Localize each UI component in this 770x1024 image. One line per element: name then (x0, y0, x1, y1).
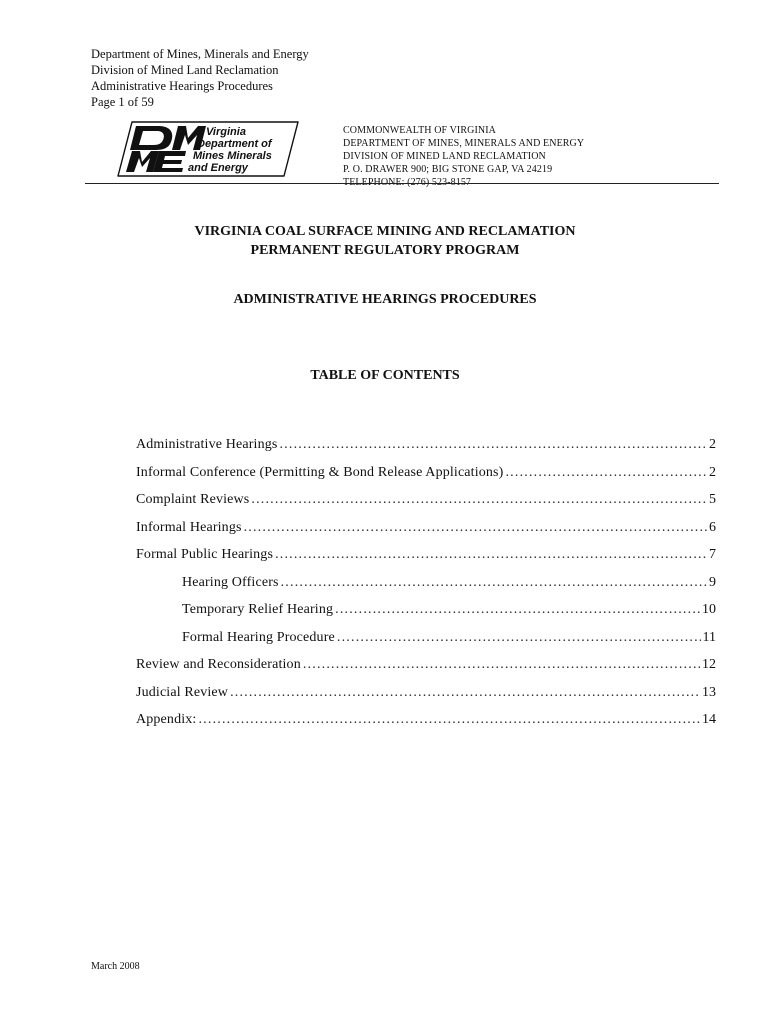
toc-dot-leader (279, 437, 707, 453)
toc-entry-page-number: 5 (709, 492, 716, 507)
running-header (91, 46, 309, 110)
toc-entry[interactable] (136, 602, 716, 630)
toc-dot-leader (335, 602, 700, 618)
agency-address-block (343, 124, 584, 189)
address-line-telephone: TELEPHONE: (276) 523-8157 (343, 177, 472, 188)
logo-line-energy: and Energy (188, 162, 248, 174)
toc-entry-page-number: 6 (709, 519, 716, 535)
address-line-commonwealth: COMMONWEALTH OF VIRGINIA (343, 125, 496, 136)
table-of-contents (136, 437, 716, 740)
toc-entry-page-number: 2 (709, 437, 716, 452)
logo-line-department: Department of (197, 138, 272, 150)
header-line-document: Administrative Hearings Procedures (91, 79, 273, 93)
toc-dot-leader (251, 492, 707, 508)
document-subtitle: ADMINISTRATIVE HEARINGS PROCEDURES (233, 292, 537, 307)
logo-line-virginia: Virginia (206, 126, 246, 138)
header-line-page-number: Page 1 of 59 (91, 95, 154, 109)
toc-entry-page-number: 14 (702, 712, 716, 727)
toc-entry-label: Formal Hearing Procedure (182, 629, 335, 645)
toc-entry[interactable] (136, 575, 716, 603)
toc-entry-label: Appendix: (136, 712, 197, 727)
toc-entry-page-number: 7 (709, 547, 716, 562)
toc-entry-page-number: 13 (702, 684, 716, 700)
toc-entry[interactable] (136, 657, 716, 685)
header-line-division: Division of Mined Land Reclamation (91, 63, 279, 77)
toc-dot-leader (337, 630, 701, 646)
toc-entry-label: Formal Public Hearings (136, 547, 274, 562)
toc-entry[interactable] (136, 492, 716, 520)
toc-entry-label: Hearing Officers (182, 574, 279, 590)
toc-dot-leader (281, 575, 707, 591)
title-line-2: PERMANENT REGULATORY PROGRAM (250, 243, 520, 258)
toc-entry-label: Judicial Review (136, 684, 229, 700)
toc-entry-page-number: 10 (702, 602, 716, 617)
toc-dot-leader (244, 520, 707, 536)
toc-entry-label: Complaint Reviews (136, 492, 250, 507)
toc-dot-leader (303, 657, 700, 673)
address-line-division: DIVISION OF MINED LAND RECLAMATION (343, 151, 546, 162)
toc-entry-page-number: 2 (709, 464, 716, 480)
toc-entry-label: Temporary Relief Hearing (182, 602, 334, 617)
toc-entry[interactable] (136, 712, 716, 740)
header-line-department: Department of Mines, Minerals and Energy (91, 47, 309, 61)
toc-entry[interactable] (136, 547, 716, 575)
toc-entry[interactable] (136, 520, 716, 548)
toc-dot-leader (505, 465, 707, 481)
address-line-department: DEPARTMENT OF MINES, MINERALS AND ENERGY (343, 138, 585, 149)
logo-line-mines: Mines Minerals (193, 150, 272, 162)
footer-date: March 2008 (91, 961, 140, 972)
toc-entry-label: Informal Hearings (136, 519, 242, 535)
toc-heading: TABLE OF CONTENTS (310, 368, 460, 383)
toc-entry-page-number: 9 (709, 574, 716, 590)
toc-entry[interactable] (136, 685, 716, 713)
toc-entry[interactable] (136, 437, 716, 465)
toc-dot-leader (230, 685, 700, 701)
title-line-1: VIRGINIA COAL SURFACE MINING AND RECLAMATION (194, 224, 576, 239)
toc-entry-label: Informal Conference (Permitting & Bond Release Applications) (136, 464, 504, 480)
toc-entry-label: Administrative Hearings (136, 437, 278, 452)
header-divider (85, 183, 719, 184)
dmme-logo (114, 120, 300, 178)
toc-dot-leader (275, 547, 707, 563)
toc-entry[interactable] (136, 465, 716, 493)
document-title (0, 222, 770, 260)
address-line-postal: P. O. DRAWER 900; BIG STONE GAP, VA 24219 (343, 164, 553, 175)
toc-entry[interactable] (136, 630, 716, 658)
toc-entry-page-number: 12 (702, 657, 716, 672)
toc-entry-label: Review and Reconsideration (136, 657, 301, 672)
toc-entry-page-number: 11 (702, 629, 716, 645)
toc-dot-leader (198, 712, 700, 728)
